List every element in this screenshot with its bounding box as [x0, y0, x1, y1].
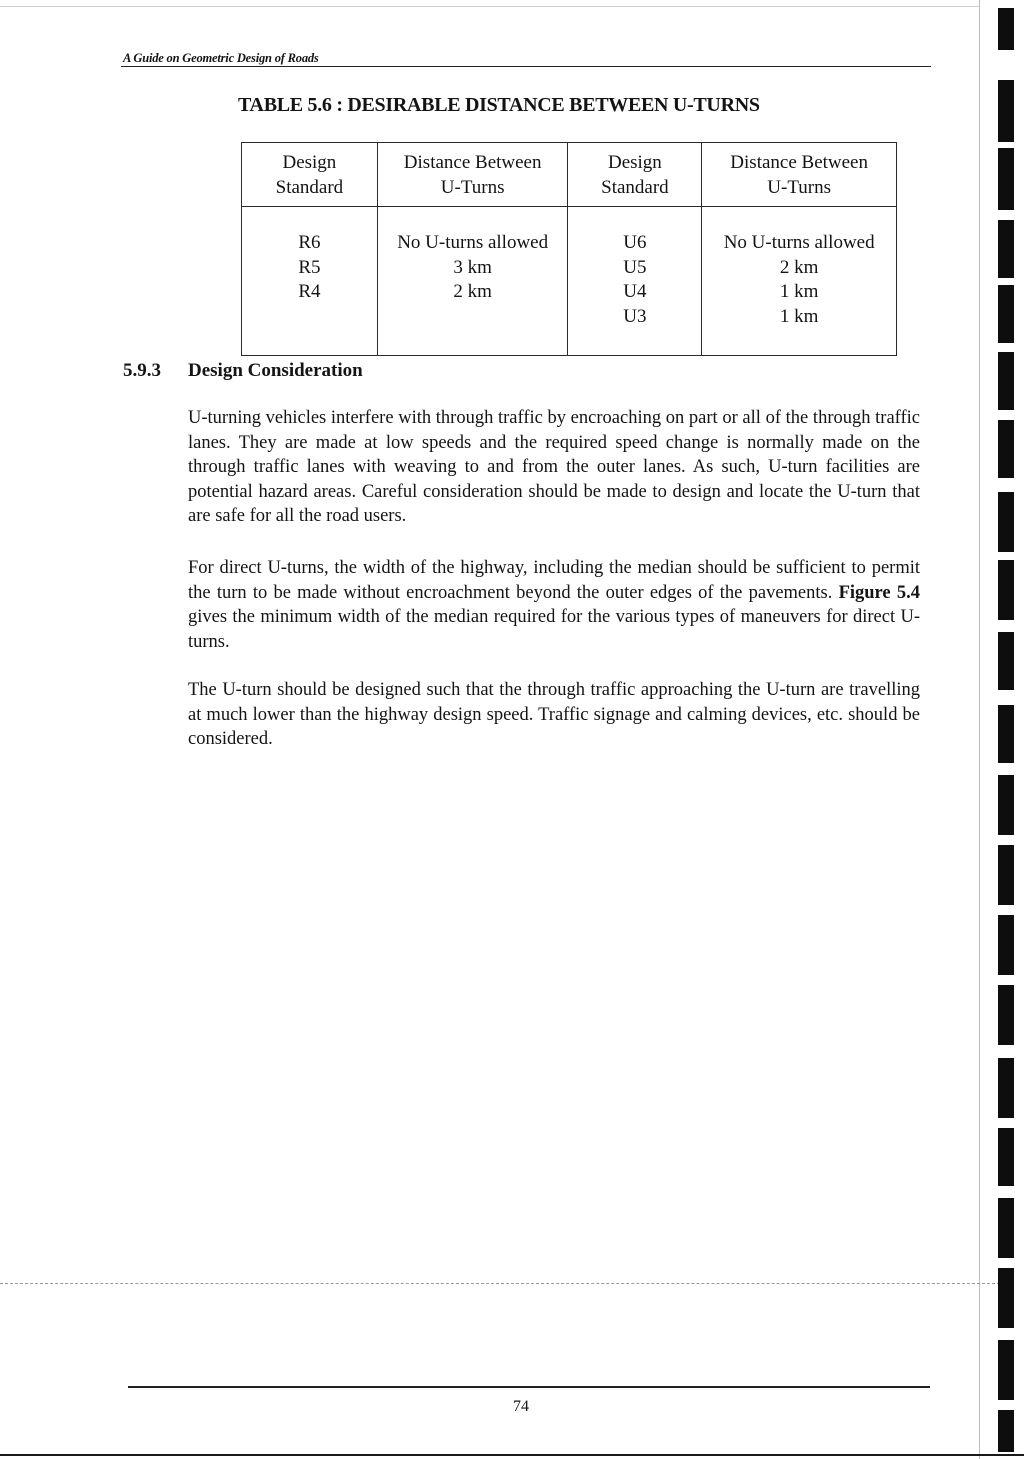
top-frame-line: [0, 6, 980, 7]
cell-value: R5: [298, 256, 321, 278]
table-title: TABLE 5.6 : DESIRABLE DISTANCE BETWEEN U-TURNS: [238, 94, 760, 116]
binding-mark: [998, 705, 1014, 763]
section-number: 5.9.3: [123, 360, 161, 381]
binding-mark: [998, 632, 1014, 690]
binding-mark: [998, 1410, 1014, 1452]
right-frame-line: [979, 0, 980, 1459]
binding-mark: [998, 148, 1014, 210]
table-header-row: [242, 143, 897, 207]
table-body-row: [242, 207, 897, 356]
cell-value: 3 km: [453, 256, 492, 278]
cell-value: R6: [298, 232, 321, 253]
header-text: Standard: [275, 176, 344, 198]
paragraph-1: U-turning vehicles interfere with through traffic by encroaching on part or all of the through traffic lanes. They are made at low speeds and the required speed change is normally made on the through traffic lanes with weaving to and from the outer lanes. As such, U-turn facilities are potential hazard areas. Careful consideration should be made to design and locate the U-turn that are safe for all the road users.: [188, 408, 920, 526]
cell-value: 1 km: [779, 281, 819, 302]
cell-value: 2 km: [779, 256, 819, 278]
binding-mark: [998, 1198, 1014, 1258]
header-text: Design: [607, 151, 662, 173]
header-text: Distance Between: [730, 151, 868, 173]
header-text: Standard: [601, 176, 669, 198]
page-number: 74: [513, 1398, 529, 1415]
binding-mark: [998, 80, 1014, 142]
binding-mark: [998, 915, 1014, 975]
binding-mark: [998, 845, 1014, 905]
cell-value: 1 km: [779, 305, 819, 327]
paragraph-2-text-end: gives the minimum width of the median required for the various types of maneuvers for direct U-turns.: [188, 607, 920, 652]
table-header-cell: [568, 143, 702, 207]
binding-mark: [998, 492, 1014, 552]
binding-mark: [998, 220, 1014, 278]
table-header-cell: [702, 143, 897, 207]
cell-value: U4: [623, 281, 647, 302]
table-cell-urban-distances: [702, 207, 897, 356]
bottom-frame-line: [0, 1454, 1024, 1456]
header-rule: [121, 66, 931, 67]
binding-mark: [998, 1268, 1014, 1328]
cell-value: R4: [298, 281, 321, 302]
table-header-cell: [242, 143, 378, 207]
binding-mark: [998, 775, 1014, 835]
binding-mark: [998, 1340, 1014, 1400]
cell-value: U3: [623, 305, 647, 327]
cell-value: 2 km: [453, 281, 492, 302]
binding-mark: [998, 420, 1014, 478]
header-text: Design: [282, 151, 337, 173]
cell-value: No U-turns allowed: [723, 232, 875, 253]
cell-value: U5: [623, 256, 647, 278]
table-cell-rural-standards: [242, 207, 378, 356]
binding-mark: [998, 285, 1014, 343]
binding-mark: [998, 1128, 1014, 1186]
table-cell-urban-standards: [568, 207, 702, 356]
header-text: Distance Between: [403, 151, 542, 173]
paragraph-3: The U-turn should be designed such that the through traffic approaching the U-turn are travelling at much lower than the highway design speed. Traffic signage and calming devices, etc. should be considered.: [188, 680, 920, 749]
running-header: A Guide on Geometric Design of Roads: [123, 51, 319, 65]
header-text: U-Turns: [440, 176, 505, 198]
footer-rule: [128, 1386, 930, 1388]
section-heading: Design Consideration: [188, 360, 363, 381]
paragraph-2-text-start: For direct U-turns, the width of the highway, including the median should be sufficient to permit the turn to be made without encroachment beyond the outer edges of the pavements.: [188, 558, 920, 603]
header-text: U-Turns: [767, 176, 832, 198]
table-cell-rural-distances: [377, 207, 568, 356]
scan-artifact-line: [0, 1283, 1000, 1284]
binding-mark: [998, 560, 1014, 620]
binding-mark: [998, 352, 1014, 410]
binding-mark: [998, 985, 1014, 1045]
paragraph-2: [188, 556, 920, 654]
table-header-cell: [377, 143, 568, 207]
binding-mark: [998, 8, 1014, 50]
figure-reference: Figure 5.4: [838, 582, 920, 603]
cell-value: No U-turns allowed: [397, 232, 549, 253]
binding-mark: [998, 1058, 1014, 1118]
u-turn-distance-table: [241, 142, 897, 356]
cell-value: U6: [623, 232, 647, 253]
